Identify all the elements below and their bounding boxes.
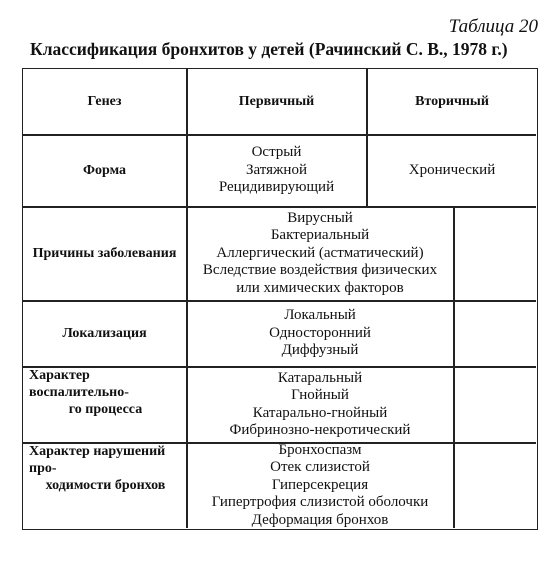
causes-values: Вирусный Бактериальный Аллергический (астматический) Вследствие воздействия физических или химических факторов: [202, 209, 438, 296]
form-label: Форма: [82, 163, 127, 178]
secondary-header: Вторичный: [415, 93, 489, 109]
table-title: Классификация бронхитов у детей (Рачинский С. В., 1978 г.): [30, 39, 508, 59]
obstruction-label: Характер нарушений про- ходимости бронхов: [29, 444, 166, 493]
inflammation-values: Катаральный Гнойный Катарально-гнойный Фибринозно-некротический: [229, 369, 411, 438]
classification-table: [22, 68, 538, 530]
obstruction-values: Бронхоспазм Отек слизистой Гиперсекреция Гипертрофия слизистой оболочки Деформация бронхов: [211, 441, 429, 528]
causes-label: Причины заболевания: [32, 246, 177, 261]
form-primary-values: Острый Затяжной Рецидивирующий: [218, 144, 335, 196]
primary-header: Первичный: [238, 93, 315, 109]
table-number: Таблица 20: [448, 16, 538, 37]
form-secondary-value: Хронический: [408, 161, 496, 178]
genesis-label: Генез: [87, 94, 122, 109]
inflammation-label: Характер воспалительно- го процесса: [29, 368, 143, 417]
localization-values: Локальный Односторонний Диффузный: [269, 307, 371, 359]
localization-label: Локализация: [62, 326, 147, 341]
column-divider: [453, 206, 455, 528]
